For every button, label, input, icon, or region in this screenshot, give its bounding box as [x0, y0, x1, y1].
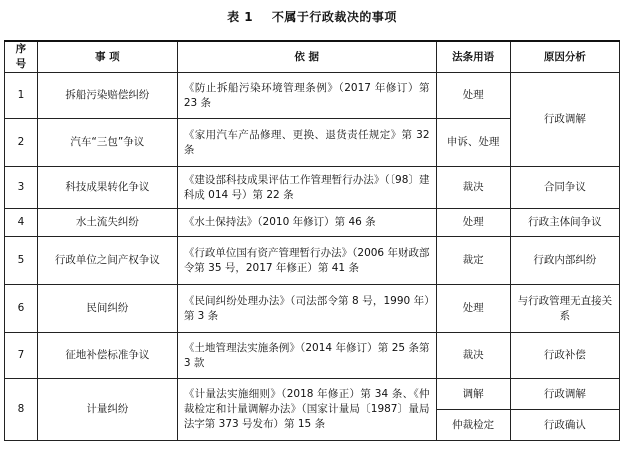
row-no: 5: [5, 237, 38, 285]
header-reason: 原因分析: [510, 41, 619, 73]
row-reason: 行政确认: [510, 410, 619, 441]
row-basis: 《民间纠纷处理办法》（司法部令第 8 号，1990 年）第 3 条: [177, 285, 436, 333]
row-no: 2: [5, 119, 38, 167]
row-basis: 《水土保持法》（2010 年修订）第 46 条: [177, 209, 436, 237]
row-term: 申诉、处理: [436, 119, 510, 167]
row-term: 处理: [436, 209, 510, 237]
row-reason-shared: 行政调解: [510, 73, 619, 167]
row-reason: 行政调解: [510, 379, 619, 410]
row-basis: 《计量法实施细则》（2018 年修正）第 34 条、《仲裁检定和计量调解办法》（国家计量局〔1987〕量局法字第 373 号发布）第 15 条: [177, 379, 436, 441]
row-basis: 《行政单位国有资产管理暂行办法》（2006 年财政部令第 35 号，2017 年修正）第 41 条: [177, 237, 436, 285]
header-no: 序号: [5, 41, 38, 73]
row-reason: 行政内部纠纷: [510, 237, 619, 285]
row-basis: 《防止拆船污染环境管理条例》（2017 年修订）第 23 条: [177, 73, 436, 119]
row-basis: 《土地管理法实施条例》（2014 年修订）第 25 条第 3 款: [177, 333, 436, 379]
row-term: 仲裁检定: [436, 410, 510, 441]
row-no: 1: [5, 73, 38, 119]
header-item: 事 项: [37, 41, 177, 73]
row-item: 民间纠纷: [37, 285, 177, 333]
table-row: [5, 73, 620, 119]
row-term: 处理: [436, 285, 510, 333]
row-reason: 行政主体间争议: [510, 209, 619, 237]
row-reason: 行政补偿: [510, 333, 619, 379]
row-item: 计量纠纷: [37, 379, 177, 441]
table-row: [5, 379, 620, 410]
table-number: 表 1: [227, 10, 254, 24]
row-item: 征地补偿标准争议: [37, 333, 177, 379]
header-row: [5, 41, 620, 73]
table-row: [5, 209, 620, 237]
header-basis: 依 据: [177, 41, 436, 73]
row-term: 裁决: [436, 333, 510, 379]
matters-table: [4, 40, 620, 441]
row-term: 处理: [436, 73, 510, 119]
row-no: 4: [5, 209, 38, 237]
row-reason: 与行政管理无直接关系: [510, 285, 619, 333]
table-row: [5, 285, 620, 333]
row-term: 裁定: [436, 237, 510, 285]
row-term: 裁决: [436, 167, 510, 209]
table-title: 不属于行政裁决的事项: [271, 10, 397, 24]
row-basis: 《家用汽车产品修理、更换、退货责任规定》第 32 条: [177, 119, 436, 167]
row-no: 3: [5, 167, 38, 209]
table-row: [5, 333, 620, 379]
row-term: 调解: [436, 379, 510, 410]
row-item: 水土流失纠纷: [37, 209, 177, 237]
row-no: 8: [5, 379, 38, 441]
row-reason: 合同争议: [510, 167, 619, 209]
header-term: 法条用语: [436, 41, 510, 73]
row-basis: 《建设部科技成果评估工作管理暂行办法》（〔98〕建科成 014 号）第 22 条: [177, 167, 436, 209]
table-row: [5, 237, 620, 285]
table-caption: [0, 8, 624, 25]
table-row: [5, 167, 620, 209]
row-item: 科技成果转化争议: [37, 167, 177, 209]
row-item: 汽车“三包”争议: [37, 119, 177, 167]
row-no: 6: [5, 285, 38, 333]
row-no: 7: [5, 333, 38, 379]
row-item: 行政单位之间产权争议: [37, 237, 177, 285]
row-item: 拆船污染赔偿纠纷: [37, 73, 177, 119]
